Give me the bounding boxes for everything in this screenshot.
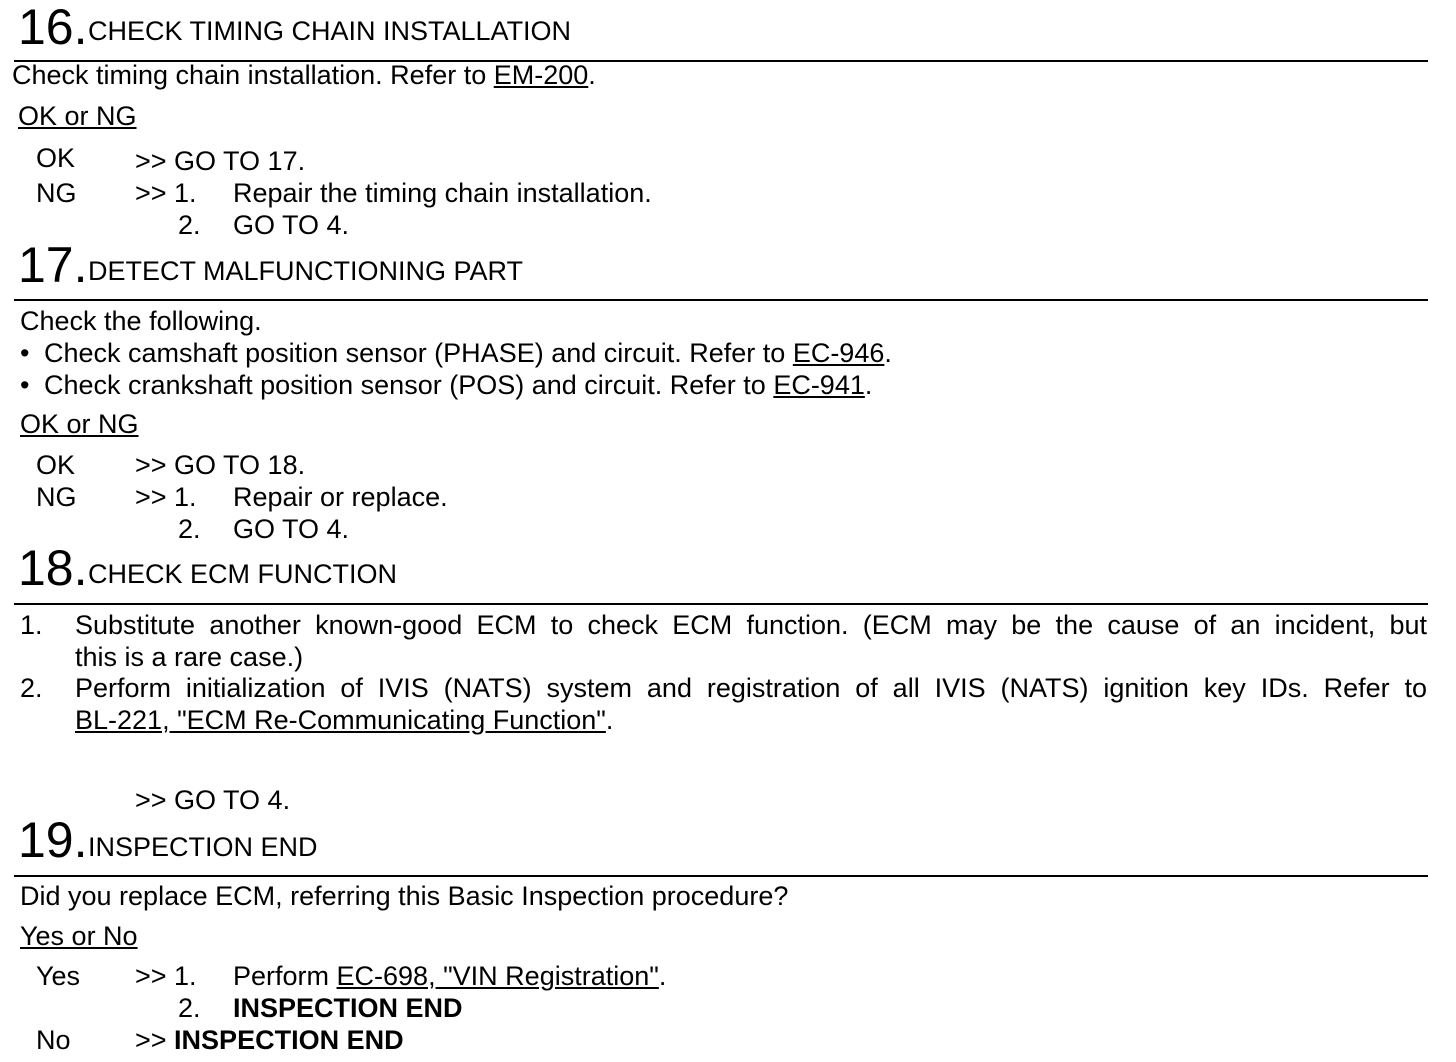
section-16-ng-step-2-number: 2. xyxy=(178,210,201,240)
section-17-ng-step-2-number: 2. xyxy=(178,514,201,544)
section-19-question: Did you replace ECM, referring this Basic Inspection procedure? xyxy=(20,881,789,911)
section-16-ok-or-ng: OK or NG xyxy=(18,101,137,131)
section-17-ok-action: >> GO TO 18. xyxy=(135,450,306,480)
ec-941-link[interactable]: EC-941 xyxy=(773,370,865,400)
section-17-title: DETECT MALFUNCTIONING PART xyxy=(88,256,524,286)
section-16-intro: Check timing chain installation. Refer to EM-200. xyxy=(12,60,596,90)
section-16-ok-action: >> GO TO 17. xyxy=(135,146,306,176)
section-18-step-1-line-2: this is a rare case.) xyxy=(75,642,304,672)
section-17-bullet-1-mark: • xyxy=(20,338,30,368)
section-17-divider xyxy=(14,299,1428,301)
section-17-ng-step-1: Repair or replace. xyxy=(233,482,448,512)
section-16-ng-prefix: >> 1. xyxy=(135,178,197,208)
section-19-yes-or-no: Yes or No xyxy=(20,921,138,951)
section-17-bullet-1: Check camshaft position sensor (PHASE) and circuit. Refer to EC-946. xyxy=(44,338,892,368)
section-18-action: >> GO TO 4. xyxy=(135,785,291,815)
section-16-ng-step-2: GO TO 4. xyxy=(233,210,350,240)
section-16-ng-step-1: Repair the timing chain installation. xyxy=(233,178,652,208)
section-18-divider xyxy=(14,603,1428,605)
ec-698-link[interactable]: EC-698, "VIN Registration" xyxy=(336,961,659,991)
section-16-number: 16. xyxy=(18,0,88,55)
section-17-ng-label: NG xyxy=(36,482,77,512)
section-17-bullet-2-mark: • xyxy=(20,370,30,400)
section-18-step-2-line-1: Perform initialization of IVIS (NATS) system and registration of all IVIS (NATS) ignition key IDs. Refer to xyxy=(75,673,1427,703)
section-19-yes-step-2-number: 2. xyxy=(178,993,201,1023)
section-19-yes-label: Yes xyxy=(36,961,81,991)
ec-946-link[interactable]: EC-946 xyxy=(792,338,885,368)
section-17-number: 17. xyxy=(18,237,88,293)
section-19-title: INSPECTION END xyxy=(88,832,318,862)
section-18-step-2-line-2: BL-221, "ECM Re-Communicating Function". xyxy=(75,705,614,735)
section-19-yes-step-1: Perform EC-698, "VIN Registration". xyxy=(233,961,667,991)
section-17-bullet-2: Check crankshaft position sensor (POS) and circuit. Refer to EC-941. xyxy=(44,370,873,400)
section-19-divider xyxy=(14,875,1428,877)
section-16-ok-label: OK xyxy=(36,143,76,173)
section-17-ok-label: OK xyxy=(36,450,76,480)
section-17-ng-prefix: >> 1. xyxy=(135,482,197,512)
section-17-intro: Check the following. xyxy=(20,306,262,336)
section-18-number: 18. xyxy=(18,540,88,596)
section-18-step-2-number: 2. xyxy=(20,673,43,703)
em-200-link[interactable]: EM-200 xyxy=(493,60,589,90)
section-18-title: CHECK ECM FUNCTION xyxy=(88,559,397,589)
section-17-ok-or-ng: OK or NG xyxy=(20,409,139,439)
section-19-number: 19. xyxy=(18,812,88,868)
section-19-no-label: No xyxy=(36,1025,71,1055)
section-19-no-action: >> INSPECTION END xyxy=(135,1025,404,1055)
section-16-title: CHECK TIMING CHAIN INSTALLATION xyxy=(88,16,572,46)
section-18-step-1-number: 1. xyxy=(20,610,43,640)
section-18-step-1-line-1: Substitute another known-good ECM to check ECM function. (ECM may be the cause of an incident, but xyxy=(75,610,1427,640)
section-17-ng-step-2: GO TO 4. xyxy=(233,514,350,544)
section-19-yes-step-2: INSPECTION END xyxy=(233,993,463,1023)
section-19-yes-prefix: >> 1. xyxy=(135,961,197,991)
section-16-ng-label: NG xyxy=(36,178,77,208)
bl-221-link[interactable]: BL-221, "ECM Re-Communicating Function" xyxy=(75,705,606,735)
